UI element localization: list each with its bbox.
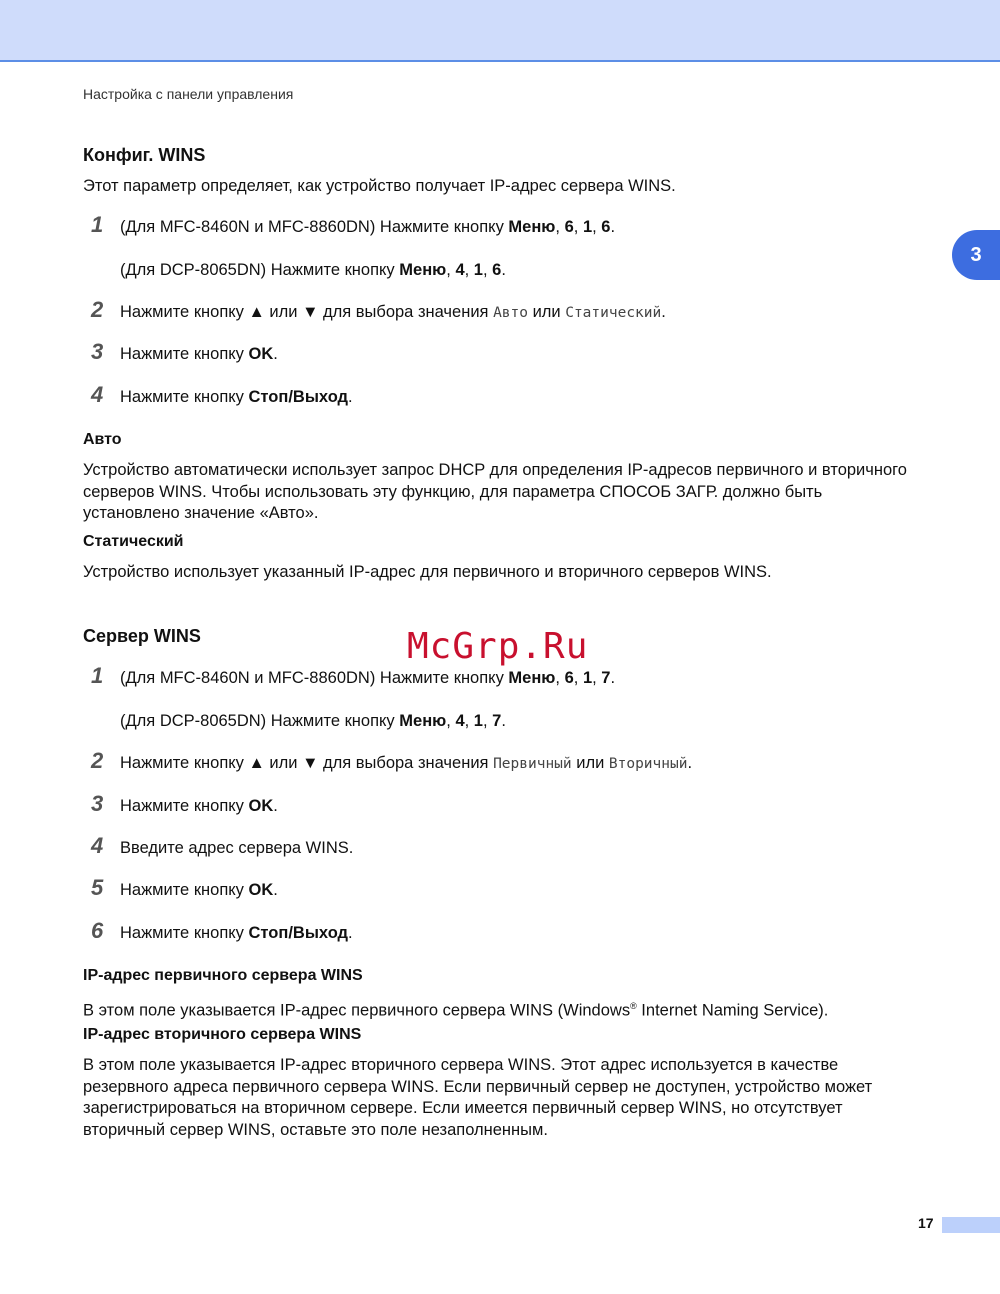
subsection-title-auto: Авто — [83, 431, 122, 448]
step-text: Нажмите кнопку OK. — [120, 881, 278, 899]
step-number: 1 — [91, 663, 104, 688]
watermark: McGrp.Ru — [407, 626, 589, 667]
step-text: Нажмите кнопку Стоп/Выход. — [120, 924, 353, 942]
step-substep: (Для DCP-8065DN) Нажмите кнопку Меню, 4, 1, 6. — [120, 261, 506, 279]
breadcrumb: Настройка с панели управления — [83, 86, 294, 102]
page-number-bar — [942, 1217, 1000, 1233]
auto-description: Устройство автоматически использует запрос DHCP для определения IP-адресов первичного и вторичного серверов WINS. Чтобы использовать эту функцию, для параметра СПОСОБ ЗАГР. должно быть установлено значение «Авто». — [83, 461, 907, 522]
step-text: Нажмите кнопку ▲ или ▼ для выбора значения Авто или Статический. — [120, 303, 666, 321]
step-number: 4 — [91, 833, 104, 858]
section-title-wins-config: Конфиг. WINS — [83, 145, 206, 165]
step-text: (Для MFC-8460N и MFC-8860DN) Нажмите кнопку Меню, 6, 1, 6. — [120, 218, 616, 236]
page-number: 17 — [918, 1215, 934, 1231]
secondary-ip-description: В этом поле указывается IP-адрес вторичного сервера WINS. Этот адрес используется в качестве резервного адреса первичного сервера WINS. Если первичный сервер не доступен, устройство может зарегистрироваться на вторичном сервере. Если имеется первичный сервер WINS, но отсутствует вторичный сервер WINS, оставьте это поле незаполненным. — [83, 1056, 873, 1139]
step-text: Нажмите кнопку OK. — [120, 797, 278, 815]
header-rule — [0, 60, 1000, 62]
subsection-title-primary-ip: IP-адрес первичного сервера WINS — [83, 967, 363, 984]
chapter-tab[interactable]: 3 — [952, 230, 1000, 280]
step-number: 3 — [91, 339, 104, 364]
subsection-title-static: Статический — [83, 533, 184, 550]
step-text: Нажмите кнопку Стоп/Выход. — [120, 388, 353, 406]
step-substep: (Для DCP-8065DN) Нажмите кнопку Меню, 4, 1, 7. — [120, 712, 506, 730]
step-number: 4 — [91, 382, 104, 407]
step-number: 2 — [91, 748, 104, 773]
step-text: Введите адрес сервера WINS. — [120, 839, 354, 857]
step-text: Нажмите кнопку OK. — [120, 345, 278, 363]
step-number: 3 — [91, 791, 104, 816]
step-text: (Для MFC-8460N и MFC-8860DN) Нажмите кнопку Меню, 6, 1, 7. — [120, 669, 616, 687]
section-title-wins-server: Сервер WINS — [83, 626, 201, 646]
step-number: 6 — [91, 918, 104, 943]
step-number: 5 — [91, 875, 104, 900]
step-text: Нажмите кнопку ▲ или ▼ для выбора значения Первичный или Вторичный. — [120, 754, 693, 772]
step-number: 1 — [91, 212, 104, 237]
step-number: 2 — [91, 297, 104, 322]
subsection-title-secondary-ip: IP-адрес вторичного сервера WINS — [83, 1026, 362, 1043]
static-description: Устройство использует указанный IP-адрес для первичного и вторичного серверов WINS. — [83, 563, 772, 581]
primary-ip-description: В этом поле указывается IP-адрес первичного сервера WINS (Windows® Internet Naming Service). — [83, 1001, 829, 1020]
section-intro: Этот параметр определяет, как устройство получает IP-адрес сервера WINS. — [83, 177, 676, 195]
header-band — [0, 0, 1000, 60]
